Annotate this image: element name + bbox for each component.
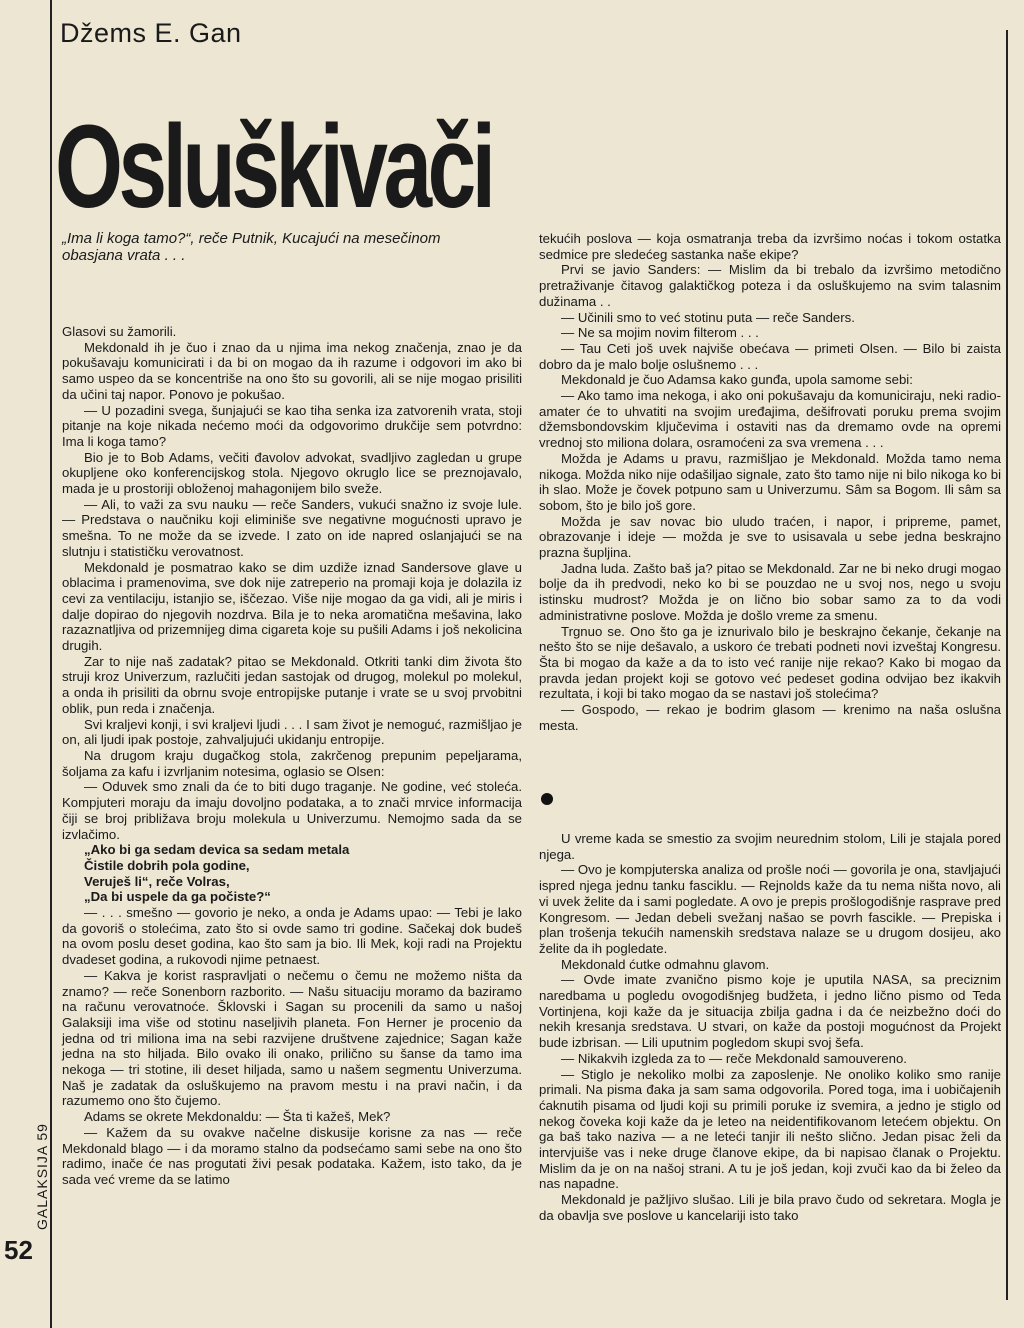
poem-line: „Da bi uspele da ga počiste?“ [84, 889, 271, 905]
paragraph: — Ovo je kompjuterska analiza od prošle noći — govorila je ona, stavljajući ispred njega jednu tanku fasciklu. — Rejnolds kaže da tu nema ništa novo, ali vi uvek želite da i sami pogledate. A ovo je prepis prošlogodišnje rasprave pred Kongresom. — Jedan debeli svežanj našao se povrh fascikle. — Prepiska i plan trošenja tekućih namenskih sredstava nalaze se u drugom dosijeu, ako želite da ih pogledate. [539, 862, 1001, 956]
paragraph: Mekdonald je pažljivo slušao. Lili je bila pravo čudo od sekretara. Mogla je da obavlja sve poslove u kancelariji isto tako [539, 1192, 1001, 1223]
paragraph: — Ovde imate zvanično pismo koje je uputila NASA, sa preciznim naredbama u pogledu ovogodišnjeg budžeta, i jedno lično pismo od Teda Vortinjena, koji kaže da je situacija zbilja gadna i da će neizbežno doći do nekih kresanja sredstava. U stvari, on kaže da postoji mogućnost da Projekt bude izbrisan. — Lili uputnim pogledom skupi svoj šefa. [539, 972, 1001, 1051]
paragraph: Zar to nije naš zadatak? pitao se Mekdonald. Otkriti tanki dim života što struji kroz Univerzum, razlučiti jedan sastojak od drugog, molekul po molekul, a onda ih prisiliti da obrnu svoje entropijske putanje i vrate se u svoj prvobitni oblik, pun reda i značenja. [62, 653, 522, 716]
paragraph: — Ako tamo ima nekoga, i ako oni pokušavaju da komuniciraju, neki radio-amater će to uhvatiti na svojim uređajima, dešifrovati poruku prema svojim džemsbondovskim ključevima i ostaviti nas da dremamo ovde na opremi vrednoj sto miliona dolara, osramoćeni za sva vremena . . . [539, 388, 1001, 451]
paragraph: — Gospodo, — rekao je bodrim glasom — krenimo na naša oslušna mesta. [539, 702, 1001, 733]
right-rule [1006, 30, 1008, 1300]
margin-rule [50, 0, 52, 1328]
paragraph: U vreme kada se smestio za svojim neurednim stolom, Lili je stajala pored njega. [539, 831, 1001, 862]
author-name: Džems E. Gan [60, 18, 242, 48]
poem-line: „Ako bi ga sedam devica sa sedam metala [84, 842, 350, 858]
paragraph: — Kažem da su ovakve načelne diskusije korisne za nas — reče Mekdonald blago — i da moramo stalno da podsećamo sami sebe na ono što radimo, inače će nas progutati živi pesak podataka. Kažem, isto tako, da je sada već vreme da se latimo [62, 1124, 522, 1187]
paragraph: — Oduvek smo znali da će to biti dugo traganje. Ne godine, već stoleća. Kompjuteri moraju da imaju dovoljno podataka, a to znači mrvice informacija čiji se broj približava broju molekula u Univerzumu. Nemojmo sada da se izvlačimo. [62, 779, 522, 842]
paragraph: Možda je sav novac bio uludo traćen, i napor, i pripreme, pamet, obrazovanje i ideje — možda je sve to usisavala u sebe jedna beskrajno prazna šupljina. [539, 513, 1001, 561]
paragraph: — Učinili smo to već stotinu puta — reče Sanders. [561, 309, 855, 325]
paragraph: Mekdonald ćutke odmahnu glavom. [561, 956, 770, 972]
paragraph: — Stiglo je nekoliko molbi za zaposlenje. Ne onoliko koliko smo ranije primali. Na pisma đaka ja sam sama odgovorila. Pored toga, ima i uobičajenih ćaknutih pisama od ljudi koji su primili poruke iz svemira, a jedno je stiglo od nekog čoveka koji kaže da je leteo na neidentifikovanom letećem objektu. On ga baš tako naziva — a ne leteći tanjir ili nešto slično. Jedan pisac želi da intervjuiše vas i neke druge članove ekipe, da bi napisao članak o Projektu. Mislim da je on na našoj strani. A tu je još jedan, koji zvuči kao da bi želeo da nas napadne. [539, 1066, 1001, 1192]
paragraph: Prvi se javio Sanders: — Mislim da bi trebalo da izvršimo metodično pretraživanje čitavog galaktičkog poteza i da osluškujemo na svim talasnim dužinama . . [539, 262, 1001, 309]
paragraph: Bio je to Bob Adams, večiti đavolov advokat, svadljivo zagledan u grupe okupljene oko konferencijskog stola. Njegovo okruglo lice se preznojavalo, mada je u prostoriji obloženoj mahagonijem bilo sveže. [62, 449, 522, 497]
poem-line: Čistile dobrih pola godine, [84, 857, 250, 873]
left-column [62, 324, 522, 1188]
paragraph: Na drugom kraju dugačkog stola, zakrčenog prepunim pepeljarama, šoljama za kafu i izvrljanim notesima, oglasio se Olsen: [62, 747, 522, 779]
paragraph: — U pozadini svega, šunjajući se kao tiha senka iza zatvorenih vrata, stoji pitanje na koje nikada nećemo moći da odgovorimo drukčije sem potvrdno: Ima li koga tamo? [62, 402, 522, 449]
paragraph: — Ali, to važi za svu nauku — reče Sanders, vukući snažno iz svoje lule. — Predstava o naučniku koji eliminiše sve negativne mogućnosti upravo je smešna. To ne može da se izvede. I zato on ide napred oslanjajući se na slutnju i statističku verovatnost. [62, 496, 522, 559]
paragraph: Mekdonald je posmatrao kako se dim uzdiže iznad Sandersove glave u oblacima i pramenovima, sve dok nije zatreperio na promaji koja je dolazila iz cevi za ventilaciju, istanjio se, iščezao. Više nije mogao da ga vidi, ali je miris i dalje dopirao do njegovih nozdrva. Bila je to neka aromatična mešavina, lako razaznatljiva od prizemnijeg dima cigareta koje su pušili Adams i još nekolicina drugih. [62, 559, 522, 654]
paragraph: Mekdonald ih je čuo i znao da u njima ima nekog značenja, znao je da pokušavaju komunicirati i da bi on mogao da ih razume i odgovori im ako bi samo uspeo da se koncentriše na ono što su govorili, ali se nije mogao prisiliti da učini taj napor. Ponovo je pokušao. [62, 339, 522, 402]
paragraph: Svi kraljevi konji, i svi kraljevi ljudi . . . I sam život je nemoguć, razmišljao je on, ali ljudi ipak postoje, zahvaljujući ukidanju entropije. [62, 716, 522, 748]
paragraph: — Ne sa mojim novim filterom . . . [561, 325, 759, 341]
paragraph: — Tau Ceti još uvek najviše obećava — primeti Olsen. — Bilo bi zaista dobro da je malo bolje oslušnemo . . . [539, 340, 1001, 372]
paragraph: — Nikakvih izgleda za to — reče Mekdonald samouvereno. [561, 1050, 907, 1066]
paragraph: Adams se okrete Mekdonaldu: — Šta ti kažeš, Mek? [84, 1109, 391, 1125]
right-column-top [539, 231, 1001, 734]
poem-line: Veruješ li“, reče Volras, [84, 873, 230, 889]
paragraph: Možda je Adams u pravu, razmišljao je Mekdonald. Možda tamo nema nikoga. Možda niko nije odašiljao signale, zato što tamo nije ni bilo nikoga ko bi ih slao. Može je čovek potpuno sam u Univerzumu. Sâm sa Bogom. Ili sâm sa sobom, što je bilo još gore. [539, 450, 1001, 513]
paragraph: — . . . smešno — govorio je neko, a onda je Adams upao: — Tebi je lako da govoriš o stolećima, zato što si ovde samo tri godine. Sačekaj dok budeš na ovom poslu deset godina, kao što sam ja bio. Ili Mek, koji radi na Projektu dvadeset godina, a rukovodi njime petnaest. [62, 905, 522, 968]
right-column-bottom [539, 831, 1001, 1224]
paragraph: tekućih poslova — koja osmatranja treba da izvršimo noćas i tokom ostatka sedmice pre sledećeg sastanka naše ekipe? [539, 231, 1001, 262]
section-bullet [541, 793, 553, 805]
paragraph: Mekdonald je čuo Adamsa kako gunđa, upola samome sebi: [561, 372, 913, 388]
magazine-name: GALAKSIJA 59 [34, 1123, 50, 1230]
paragraph: Jadna luda. Zašto baš ja? pitao se Mekdonald. Zar ne bi neko drugi mogao bolje da ih predvodi, neko ko bi se pouzdao ne u svoj nos, nego u svoju istinsku mudrost? Možda je on lično bio sobar samo za to da vodi administrativne poslove. Možda je došlo vreme za smenu. [539, 560, 1001, 623]
page-number: 52 [4, 1235, 33, 1265]
paragraph: Trgnuo se. Ono što ga je iznurivalo bilo je beskrajno čekanje, čekanje na nešto što se nije dešavalo, a uskoro će trebati podneti novi izveštaj Kongresu. Šta bi mogao da kaže a da to isto već ranije nije rekao? Kako bi mogao da pravda jedan projekt koji se gotovo već pedeset godina odvijao bez ikakvih rezultata, i koji bi tako mogao da se nastavi još stolećima? [539, 623, 1001, 702]
paragraph: — Kakva je korist raspravljati o nečemu o čemu ne možemo ništa da znamo? — reče Sonenborn razborito. — Našu situaciju moramo da baziramo na računu verovatnoće. Šklovski i Sagan su procenili da samo u našoj Galaksiji ima više od stotinu naseljivih planeta. Fon Herner je procenio da jedna od tri miliona ima na sebi razvijene društvene zajednice; Sagan kaže jedna na sto hiljada. Bilo ovako ili onako, prilično su šanse da tamo ima nekoga — tri stotine, ili deset hiljada, samo u našem segmentu Univerzuma. Naš je zadatak da osluškujemo na pravom mestu i na pravi način, i da razumemo ono što čujemo. [62, 967, 522, 1109]
paragraph: Glasovi su žamorili. [62, 324, 177, 339]
story-title: Osluškivači [55, 101, 492, 233]
epigraph: „Ima li koga tamo?“, reče Putnik, Kucajući na mesečinom obasjana vrata . . . [62, 230, 441, 264]
